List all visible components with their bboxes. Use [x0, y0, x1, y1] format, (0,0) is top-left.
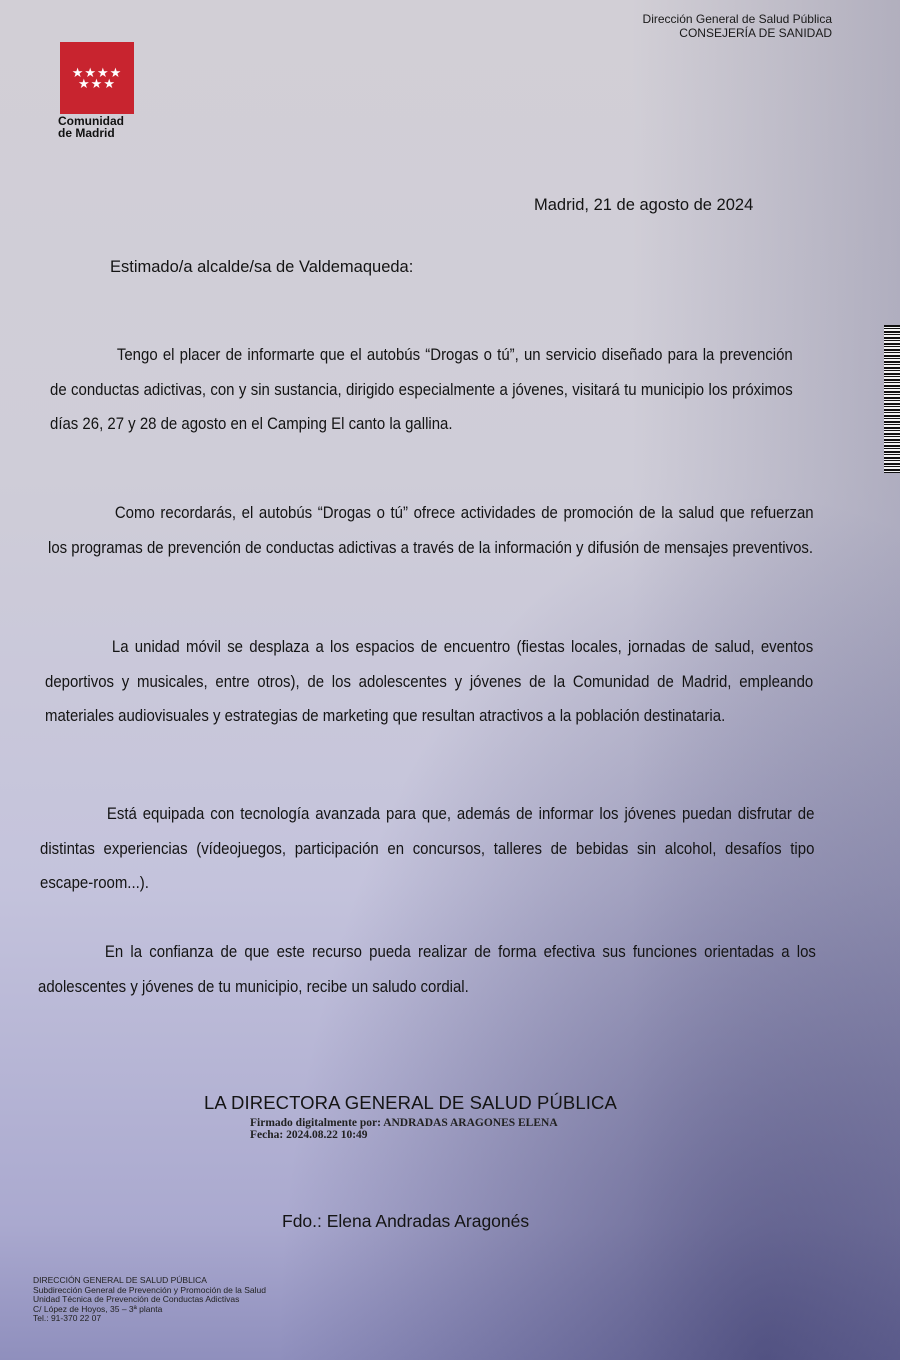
- department-header: [643, 12, 832, 40]
- paragraph-text: Como recordarás, el autobús “Drogas o tú” ofrece actividades de promoción de la salud que refuerzan los programas de prevención de conductas adictivas a través de la información y difusión de mensajes preventivos.: [48, 503, 814, 557]
- footer-line: Unidad Técnica de Prevención de Conductas Adictivas: [33, 1294, 240, 1305]
- paragraph-text: La unidad móvil se desplaza a los espacios de encuentro (fiestas locales, jornadas de salud, eventos deportivos y musicales, entre otros), de los adolescentes y jóvenes de la Comunidad de Madrid, empleando materiales audiovisuales y estrategias de marketing que resultan atractivos a la población destinataria.: [45, 637, 814, 725]
- ministry-name: CONSEJERÍA DE SANIDAD: [679, 26, 832, 40]
- body-paragraph-3: [45, 630, 813, 734]
- comunidad-madrid-logo-icon: [60, 42, 134, 114]
- paragraph-text: Está equipada con tecnología avanzada para que, además de informar los jóvenes puedan disfrutar de distintas experiencias (vídeojuegos, participación en concursos, talleres de bebidas sin alcohol, desafíos tipo escape-room...).: [40, 804, 815, 892]
- signed-name: Fdo.: Elena Andradas Aragonés: [282, 1211, 530, 1231]
- department-name: Dirección General de Salud Pública: [642, 12, 832, 26]
- body-paragraph-1: [50, 338, 793, 442]
- paragraph-text: Tengo el placer de informarte que el autobús “Drogas o tú”, un servicio diseñado para la prevención de conductas adictivas, con y sin sustancia, dirigido especialmente a jóvenes, visitará tu municipio los próximos días 26, 27 y 28 de agosto en el Camping El canto la gallina.: [50, 345, 793, 433]
- place-date: Madrid, 21 de agosto de 2024: [534, 196, 754, 214]
- body-paragraph-2: [48, 496, 814, 565]
- body-paragraph-4: [40, 797, 814, 901]
- digital-signature-date: Fecha: 2024.08.22 10:49: [250, 1129, 368, 1141]
- barcode-icon: [884, 325, 900, 473]
- stars-row-bottom: ★★★: [78, 76, 116, 91]
- footer-line: DIRECCIÓN GENERAL DE SALUD PÚBLICA: [33, 1275, 207, 1285]
- digital-signature-stamp: [250, 1117, 558, 1141]
- logo-wordmark: [58, 115, 124, 139]
- body-paragraph-5: [38, 935, 816, 1004]
- footer-line: Tel.: 91-370 22 07: [33, 1313, 102, 1324]
- footer-address: [33, 1276, 266, 1324]
- salutation: Estimado/a alcalde/sa de Valdemaqueda:: [110, 258, 414, 276]
- signatory-title: LA DIRECTORA GENERAL DE SALUD PÚBLICA: [204, 1092, 617, 1113]
- paragraph-text: En la confianza de que este recurso pueda realizar de forma efectiva sus funciones orientadas a los adolescentes y jóvenes de tu municipio, recibe un saludo cordial.: [38, 942, 816, 996]
- stars-row-top: ★★★★: [71, 65, 123, 80]
- footer-line: Subdirección General de Prevención y Promoción de la Salud: [33, 1284, 266, 1295]
- logo-name-line1: Comunidad: [58, 114, 124, 128]
- digital-signed-by: Firmado digitalmente por: ANDRADAS ARAGONES ELENA: [250, 1117, 558, 1129]
- footer-line: C/ López de Hoyos, 35 – 3ª planta: [33, 1303, 163, 1314]
- logo-name-line2: de Madrid: [58, 126, 115, 140]
